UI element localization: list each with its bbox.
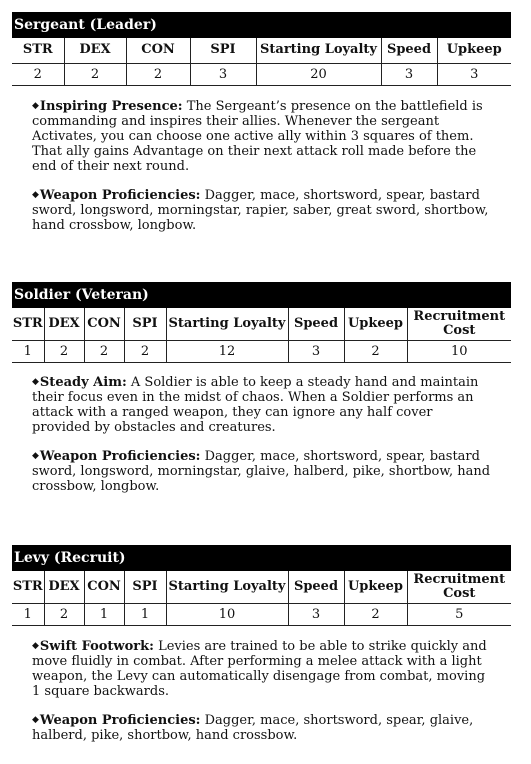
value-starting-loyalty: 12	[166, 340, 288, 362]
value-upkeep: 3	[437, 63, 511, 85]
table-header-row	[12, 571, 511, 603]
sergeant-description	[32, 99, 492, 233]
value-dex: 2	[44, 340, 84, 362]
header-recruitment-cost: Recruitment Cost	[407, 571, 511, 603]
value-con: 1	[84, 603, 124, 625]
weapons-text: Dagger, mace, shortsword, spear, glaive, halberd, pike, shortbow, hand crossbow.	[32, 713, 474, 743]
ability-paragraph	[32, 99, 492, 174]
ability-name: Steady Aim:	[39, 375, 127, 390]
header-dex: DEX	[64, 38, 126, 63]
header-upkeep: Upkeep	[344, 571, 407, 603]
diamond-bullet-icon: ◆	[32, 190, 39, 200]
ability-text: A Soldier is able to keep a steady hand and maintain their focus even in the midst of chaos. When a Soldier performs an attack with a ranged weapon, they can ignore any half cover provided by obstacles and creatures.	[32, 375, 479, 435]
ability-paragraph	[32, 375, 492, 435]
diamond-bullet-icon: ◆	[32, 451, 39, 461]
diamond-bullet-icon: ◆	[32, 641, 39, 651]
value-speed: 3	[288, 603, 344, 625]
soldier-stat-table	[12, 308, 511, 363]
value-con: 2	[84, 340, 124, 362]
header-con: CON	[84, 308, 124, 340]
weapons-text: Dagger, mace, shortsword, spear, bastard sword, longsword, morningstar, glaive, halberd, pike, shortbow, hand crossbow, longbow.	[32, 449, 491, 494]
table-header-row	[12, 38, 511, 63]
header-speed: Speed	[288, 308, 344, 340]
value-dex: 2	[44, 603, 84, 625]
ability-text: Levies are trained to be able to strike quickly and move fluidly in combat. After performing a melee attack with a light weapon, the Levy can automatically disengage from combat, moving 1 square backwards.	[32, 639, 487, 699]
table-header-row	[12, 308, 511, 340]
header-starting-loyalty: Starting Loyalty	[166, 308, 288, 340]
weapons-label: Weapon Proficiencies:	[39, 713, 201, 728]
ability-name: Inspiring Presence:	[39, 99, 183, 114]
value-starting-loyalty: 20	[256, 63, 381, 85]
header-spi: SPI	[190, 38, 256, 63]
levy-stat-table	[12, 571, 511, 626]
header-speed: Speed	[288, 571, 344, 603]
weapons-label: Weapon Proficiencies:	[39, 449, 201, 464]
soldier-title: Soldier (Veteran)	[12, 282, 511, 308]
sergeant-stat-table	[12, 38, 511, 86]
value-recruitment-cost: 5	[407, 603, 511, 625]
header-starting-loyalty: Starting Loyalty	[166, 571, 288, 603]
header-con: CON	[126, 38, 190, 63]
table-row	[12, 63, 511, 85]
header-spi: SPI	[124, 308, 166, 340]
diamond-bullet-icon: ◆	[32, 101, 39, 111]
value-upkeep: 2	[344, 340, 407, 362]
table-row	[12, 340, 511, 362]
value-con: 2	[126, 63, 190, 85]
header-starting-loyalty: Starting Loyalty	[256, 38, 381, 63]
value-speed: 3	[381, 63, 437, 85]
header-dex: DEX	[44, 571, 84, 603]
header-spi: SPI	[124, 571, 166, 603]
value-spi: 3	[190, 63, 256, 85]
value-starting-loyalty: 10	[166, 603, 288, 625]
value-upkeep: 2	[344, 603, 407, 625]
sergeant-stat-block	[12, 12, 511, 86]
value-str: 1	[12, 603, 44, 625]
header-upkeep: Upkeep	[437, 38, 511, 63]
header-upkeep: Upkeep	[344, 308, 407, 340]
table-row	[12, 603, 511, 625]
header-str: STR	[12, 571, 44, 603]
levy-description	[32, 639, 492, 743]
sergeant-title: Sergeant (Leader)	[12, 12, 511, 38]
levy-title: Levy (Recruit)	[12, 545, 511, 571]
diamond-bullet-icon: ◆	[32, 377, 39, 387]
header-str: STR	[12, 308, 44, 340]
weapons-label: Weapon Proficiencies:	[39, 188, 201, 203]
ability-text: The Sergeant’s presence on the battlefield is commanding and inspires their allies. Whenever the sergeant Activates, you can choose one active ally within 3 squares of them. That ally gains Advantage on their next attack roll made before the end of their next round.	[32, 99, 483, 174]
weapons-paragraph	[32, 713, 492, 743]
diamond-bullet-icon: ◆	[32, 715, 39, 725]
header-con: CON	[84, 571, 124, 603]
soldier-description	[32, 375, 492, 494]
header-dex: DEX	[44, 308, 84, 340]
value-speed: 3	[288, 340, 344, 362]
ability-name: Swift Footwork:	[39, 639, 154, 654]
value-recruitment-cost: 10	[407, 340, 511, 362]
weapons-text: Dagger, mace, shortsword, spear, bastard sword, longsword, morningstar, rapier, saber, great sword, shortbow, hand crossbow, longbow.	[32, 188, 489, 233]
value-dex: 2	[64, 63, 126, 85]
value-str: 2	[12, 63, 64, 85]
value-spi: 2	[124, 340, 166, 362]
weapons-paragraph	[32, 188, 492, 233]
levy-stat-block	[12, 545, 511, 626]
header-str: STR	[12, 38, 64, 63]
weapons-paragraph	[32, 449, 492, 494]
soldier-stat-block	[12, 282, 511, 363]
header-recruitment-cost: Recruitment Cost	[407, 308, 511, 340]
ability-paragraph	[32, 639, 492, 699]
value-str: 1	[12, 340, 44, 362]
header-speed: Speed	[381, 38, 437, 63]
value-spi: 1	[124, 603, 166, 625]
